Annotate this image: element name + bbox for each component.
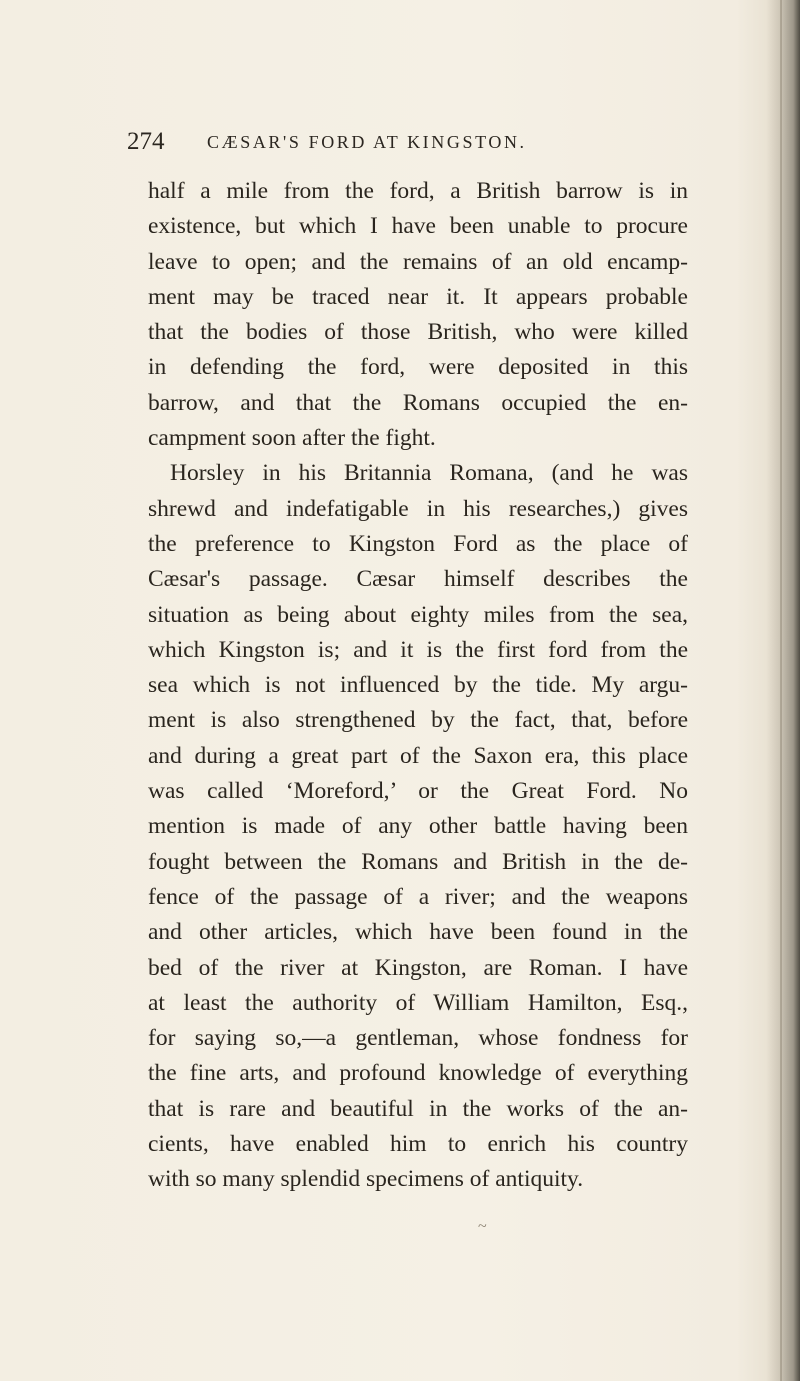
text-line: was called ‘Moreford,’ or the Great Ford. No [148, 778, 688, 805]
text-line: and other articles, which have been found in the [148, 919, 688, 946]
text-line: cients, have enabled him to enrich his country [148, 1131, 688, 1158]
text-line: which Kingston is; and it is the first ford from the [148, 636, 688, 663]
text-line: mention is made of any other battle having been [148, 813, 688, 840]
page-edge-shadow [766, 0, 800, 1381]
text-line: shrewd and indefatigable in his researches,) gives [148, 495, 688, 522]
text-line: leave to open; and the remains of an old encamp- [148, 248, 688, 275]
text-line: ment is also strengthened by the fact, that, before [148, 707, 688, 734]
text-line: in defending the ford, were deposited in this [148, 354, 688, 381]
page-mark: ~ [478, 1218, 487, 1235]
text-line: for saying so,—a gentleman, whose fondness for [148, 1025, 688, 1052]
text-line: Horsley in his Britannia Romana, (and he was [170, 460, 688, 487]
text-line: barrow, and that the Romans occupied the en- [148, 389, 688, 416]
text-line: campment soon after the fight. [148, 425, 436, 452]
text-line: and during a great part of the Saxon era, this place [148, 742, 688, 769]
text-line: ment may be traced near it. It appears probable [148, 283, 688, 310]
text-line: with so many splendid specimens of antiquity. [148, 1166, 584, 1193]
text-line: fought between the Romans and British in the de- [148, 848, 688, 875]
text-line: sea which is not influenced by the tide. My argu- [148, 672, 688, 699]
text-line: the fine arts, and profound knowledge of everything [148, 1060, 688, 1087]
page-header [127, 128, 727, 168]
text-line: the preference to Kingston Ford as the place of [148, 530, 688, 557]
running-head: CÆSAR'S FORD AT KINGSTON. [207, 132, 527, 152]
text-line: bed of the river at Kingston, are Roman. I have [148, 954, 688, 981]
text-line: that is rare and beautiful in the works of the an- [148, 1095, 688, 1122]
text-line: situation as being about eighty miles from the sea, [148, 601, 688, 628]
text-line: Cæsar's passage. Cæsar himself describes the [148, 566, 688, 593]
text-line: at least the authority of William Hamilton, Esq., [148, 989, 688, 1016]
text-line: existence, but which I have been unable to procure [148, 213, 688, 240]
body-text [148, 174, 688, 1198]
page-number: 274 [127, 128, 165, 155]
text-line: half a mile from the ford, a British barrow is in [148, 178, 688, 204]
text-line: that the bodies of those British, who were killed [148, 319, 688, 346]
text-line: fence of the passage of a river; and the weapons [148, 883, 688, 910]
